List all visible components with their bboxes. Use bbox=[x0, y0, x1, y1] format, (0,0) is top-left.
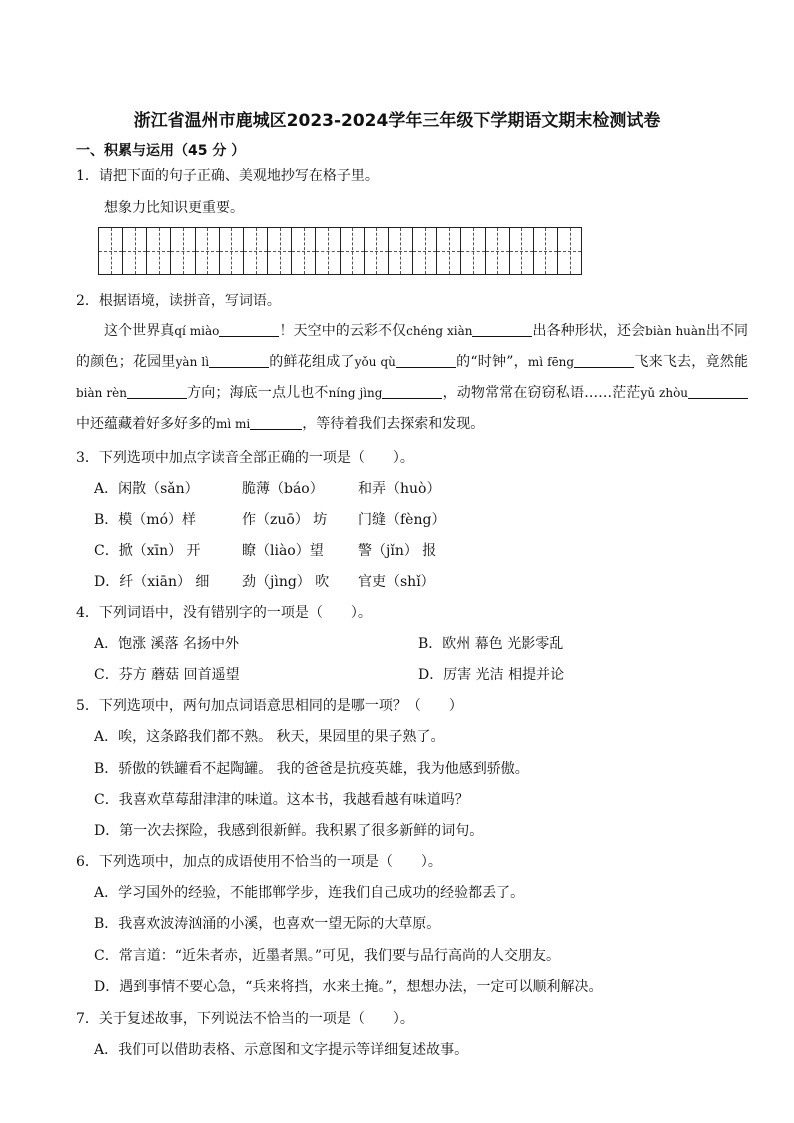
copy-sentence: 想象力比知识更重要。 bbox=[104, 200, 244, 216]
option-5b[interactable]: B．骄傲的铁罐看不起陶罐。 我的爸爸是抗疫英雄，我为他感到骄傲。 bbox=[94, 761, 529, 777]
answer-blank[interactable] bbox=[219, 322, 279, 337]
answer-blank[interactable] bbox=[209, 353, 269, 368]
option-3b-word2: 作（zuō） 坊 bbox=[242, 512, 328, 528]
option-6c[interactable]: C．常言道：“近朱者赤，近墨者黑。”可见，我们要与品行高尚的人交朋友。 bbox=[94, 948, 561, 964]
grid-cell[interactable] bbox=[147, 228, 171, 274]
grid-cell[interactable] bbox=[461, 228, 485, 274]
grid-cell[interactable] bbox=[437, 228, 461, 274]
answer-blank[interactable] bbox=[688, 384, 748, 399]
grid-cell[interactable] bbox=[389, 228, 413, 274]
option-3c-word3: 警（jǐn） 报 bbox=[358, 543, 437, 559]
question-3-stem: 3．下列选项中加点字读音全部正确的一项是（ ）。 bbox=[76, 450, 414, 466]
option-3d[interactable]: D．纤（xiān） 细 bbox=[94, 574, 210, 590]
question-2-stem: 2．根据语境，读拼音，写词语。 bbox=[76, 293, 281, 309]
answer-blank[interactable] bbox=[472, 322, 532, 337]
grid-cell[interactable] bbox=[510, 228, 534, 274]
answer-blank[interactable] bbox=[127, 384, 187, 399]
grid-cell[interactable] bbox=[341, 228, 365, 274]
answer-blank[interactable] bbox=[574, 353, 634, 368]
question-2-passage: 这个世界真qí miào ！天空中的云彩不仅chéng xiàn 出各种形状，还会biàn huàn出不同的颜色；花园里yàn lì 的鲜花组成了yǒu qù 的“时钟”，mì fēng 飞来飞去，竟然能biàn rèn 方向；海底一点儿也不níng jìng ，动物常常在窃窃私语……茫茫yǔ zhòu中还蕴藏着好多好多的mì mi ，等待着我们去探索和发现。 bbox=[76, 323, 749, 432]
grid-cell[interactable] bbox=[413, 228, 437, 274]
option-3c[interactable]: C．掀（xīn） 开 bbox=[94, 543, 201, 559]
question-1-stem: 1．请把下面的句子正确、美观地抄写在格子里。 bbox=[76, 168, 379, 184]
option-3b[interactable]: B．模（mó）样 bbox=[94, 512, 196, 528]
option-5d[interactable]: D．第一次去探险，我感到很新鲜。我积累了很多新鲜的词句。 bbox=[94, 823, 484, 839]
grid-cell[interactable] bbox=[220, 228, 244, 274]
option-7a[interactable]: A．我们可以借助表格、示意图和文字提示等详细复述故事。 bbox=[94, 1042, 469, 1058]
option-6b[interactable]: B．我喜欢波涛汹涌的小溪，也喜欢一望无际的大草原。 bbox=[94, 916, 441, 932]
pinyin: qí miào bbox=[174, 324, 220, 338]
option-3a[interactable]: A．闲散（sǎn） bbox=[94, 481, 199, 497]
option-6a[interactable]: A．学习国外的经验，不能邯郸学步，连我们自己成功的经验都丢了。 bbox=[94, 885, 525, 901]
option-5c[interactable]: C．我喜欢草莓甜津津的味道。这本书，我越看越有味道吗？ bbox=[94, 792, 469, 808]
option-3b-word3: 门缝（fèng） bbox=[358, 512, 446, 528]
page-title: 浙江省温州市鹿城区2023-2024学年三年级下学期语文期末检测试卷 bbox=[133, 111, 661, 131]
option-3a-word2: 脆薄（báo） bbox=[242, 481, 324, 497]
grid-cell[interactable] bbox=[558, 228, 581, 274]
grid-cell[interactable] bbox=[171, 228, 195, 274]
grid-cell[interactable] bbox=[534, 228, 558, 274]
grid-cell[interactable] bbox=[99, 228, 123, 274]
question-7-stem: 7．关于复述故事，下列说法不恰当的一项是（ ）。 bbox=[76, 1011, 414, 1027]
pinyin: chéng xiàn bbox=[406, 324, 473, 338]
option-3d-word3: 官吏（shǐ） bbox=[358, 574, 435, 590]
pinyin: yǔ zhòu bbox=[640, 386, 689, 400]
grid-cell[interactable] bbox=[486, 228, 510, 274]
pinyin: níng jìng bbox=[328, 386, 383, 400]
question-5-stem: 5．下列选项中，两句加点词语意思相同的是哪一项？（ ） bbox=[76, 698, 463, 714]
answer-blank[interactable] bbox=[250, 415, 302, 430]
option-4d[interactable]: D．厉害 光洁 相提并论 bbox=[418, 667, 565, 683]
grid-cell[interactable] bbox=[244, 228, 268, 274]
section-heading: 一、积累与运用（45 分 ） bbox=[76, 143, 246, 159]
pinyin: biàn rèn bbox=[76, 386, 127, 400]
pinyin: yǒu qù bbox=[354, 355, 396, 369]
option-3a-word3: 和弄（huò） bbox=[358, 481, 441, 497]
grid-cell[interactable] bbox=[316, 228, 340, 274]
option-3d-word2: 劲（jìng） 吹 bbox=[242, 574, 330, 590]
option-3c-word2: 瞭（liào）望 bbox=[242, 543, 324, 559]
pinyin: yàn lì bbox=[175, 355, 210, 369]
writing-grid[interactable] bbox=[98, 227, 582, 275]
option-4b[interactable]: B．欧州 幕色 光影零乱 bbox=[418, 636, 564, 652]
question-6-stem: 6．下列选项中，加点的成语使用不恰当的一项是（ ）。 bbox=[76, 854, 442, 870]
grid-cell[interactable] bbox=[268, 228, 292, 274]
grid-cell[interactable] bbox=[196, 228, 220, 274]
option-4c[interactable]: C．芬方 蘑菇 回首遥望 bbox=[94, 667, 240, 683]
answer-blank[interactable] bbox=[396, 353, 456, 368]
grid-cell[interactable] bbox=[292, 228, 316, 274]
pinyin: mì mi bbox=[216, 417, 251, 431]
answer-blank[interactable] bbox=[382, 384, 442, 399]
option-6d[interactable]: D．遇到事情不要心急，“兵来将挡，水来土掩。”，想想办法，一定可以顺利解决。 bbox=[94, 979, 603, 995]
grid-cell[interactable] bbox=[123, 228, 147, 274]
pinyin: mì fēng bbox=[527, 355, 575, 369]
pinyin: biàn huàn bbox=[645, 324, 706, 338]
option-5a[interactable]: A．唉，这条路我们都不熟。 秋天，果园里的果子熟了。 bbox=[94, 729, 445, 745]
grid-cell[interactable] bbox=[365, 228, 389, 274]
question-4-stem: 4．下列词语中，没有错别字的一项是（ ）。 bbox=[76, 605, 372, 621]
option-4a[interactable]: A．饱涨 溪落 名扬中外 bbox=[94, 636, 240, 652]
